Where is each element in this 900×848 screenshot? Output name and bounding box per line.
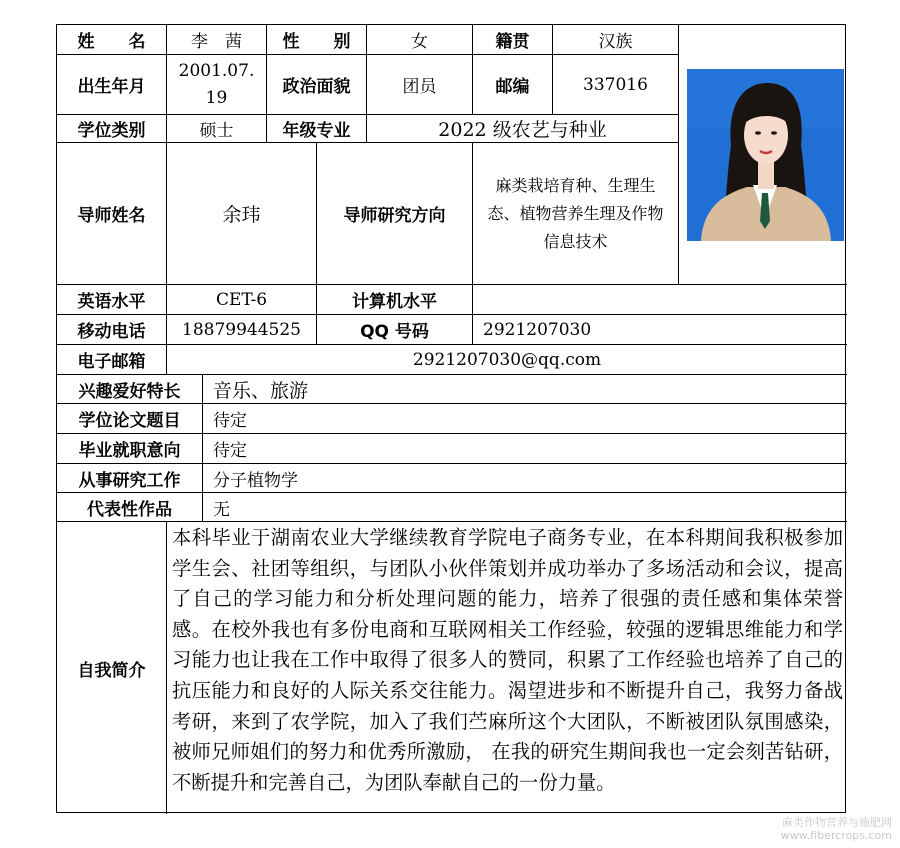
hobby-value: 音乐、旅游 bbox=[203, 375, 847, 404]
intro-text: 本科毕业于湖南农业大学继续教育学院电子商务专业，在本科期间我积极参加学生会、社团等组织，与团队小伙伴策划并成功举办了多场活动和会议，提高了自己的学习能力和分析处理问题的能力，培养了很强的责任感和集体荣誉感。在校外我也有多份电商和互联网相关工作经验，较强的逻辑思维能力和学习能力也让我在工作中取得了很多人的赞同，积累了工作经验也培养了自己的抗压能力和良好的人际关系交往能力。渴望进步和不断提升自己，我努力备战考研，来到了农学院，加入了我们苎麻所这个大团队，不断被团队氛围感染，被师兄师姐们的努力和优秀所激励， 在我的研究生期间我也一定会刻苦钻研，不断提升和完善自己，为团队奉献自己的一份力量。 bbox=[172, 526, 843, 794]
qq-value: 2921207030 bbox=[473, 315, 847, 345]
profile-photo bbox=[687, 69, 844, 241]
research-label: 从事研究工作 bbox=[57, 464, 203, 493]
computer-value bbox=[473, 285, 847, 315]
birth-label: 出生年月 bbox=[57, 55, 167, 115]
resume-form bbox=[56, 24, 846, 813]
mobile-value: 18879944525 bbox=[167, 315, 317, 345]
birth-value-line2: 19 bbox=[205, 87, 228, 108]
degree-label: 学位类别 bbox=[57, 115, 167, 143]
origin-label: 籍贯 bbox=[473, 25, 553, 55]
name-label: 姓 名 bbox=[57, 25, 167, 55]
degree-value: 硕士 bbox=[167, 115, 267, 143]
hobby-label: 兴趣爱好特长 bbox=[57, 375, 203, 404]
grade-major-label: 年级专业 bbox=[267, 115, 367, 143]
watermark-line2: www.fibercrops.com bbox=[780, 829, 892, 842]
advisor-direction-value: 麻类栽培育种、生理生态、植物营养生理及作物信息技术 bbox=[473, 143, 679, 285]
photo-cell bbox=[679, 25, 847, 285]
advisor-direction-label: 导师研究方向 bbox=[317, 143, 473, 285]
advisor-value: 余玮 bbox=[167, 143, 317, 285]
watermark bbox=[781, 816, 892, 842]
gender-value: 女 bbox=[367, 25, 473, 55]
political-value: 团员 bbox=[367, 55, 473, 115]
english-label: 英语水平 bbox=[57, 285, 167, 315]
mobile-label: 移动电话 bbox=[57, 315, 167, 345]
thesis-value: 待定 bbox=[203, 404, 847, 434]
name-value: 李 茜 bbox=[167, 25, 267, 55]
works-value: 无 bbox=[203, 493, 847, 522]
postcode-value: 337016 bbox=[553, 55, 679, 115]
qq-label: QQ 号码 bbox=[317, 315, 473, 345]
email-label: 电子邮箱 bbox=[57, 345, 167, 375]
gender-label: 性 别 bbox=[267, 25, 367, 55]
career-value: 待定 bbox=[203, 434, 847, 464]
english-value: CET-6 bbox=[167, 285, 317, 315]
intro-label: 自我简介 bbox=[57, 522, 167, 814]
advisor-label: 导师姓名 bbox=[57, 143, 167, 285]
grade-major-value: 2022 级农艺与种业 bbox=[367, 115, 679, 143]
portrait-illustration bbox=[687, 69, 844, 241]
postcode-label: 邮编 bbox=[473, 55, 553, 115]
watermark-line1: 麻类作物营养与施肥网 bbox=[782, 816, 892, 829]
works-label: 代表性作品 bbox=[57, 493, 203, 522]
computer-label: 计算机水平 bbox=[317, 285, 473, 315]
birth-value bbox=[167, 55, 267, 115]
thesis-label: 学位论文题目 bbox=[57, 404, 203, 434]
career-label: 毕业就职意向 bbox=[57, 434, 203, 464]
birth-value-line1: 2001.07. bbox=[178, 60, 255, 81]
political-label: 政治面貌 bbox=[267, 55, 367, 115]
origin-value: 汉族 bbox=[553, 25, 679, 55]
research-value: 分子植物学 bbox=[203, 464, 847, 493]
email-value: 2921207030@qq.com bbox=[167, 345, 847, 375]
